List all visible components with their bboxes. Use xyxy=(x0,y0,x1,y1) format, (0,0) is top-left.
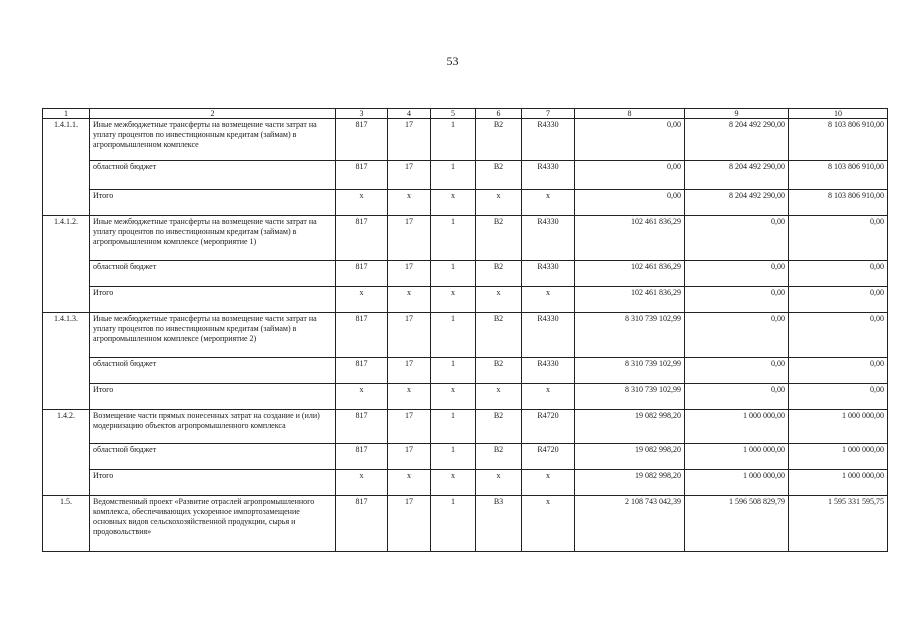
cell-amount: 8 103 806 910,00 xyxy=(789,119,888,161)
col-header: 2 xyxy=(90,109,336,119)
cell-amount: 1 000 000,00 xyxy=(789,470,888,496)
row-number: 1.4.2. xyxy=(43,410,90,444)
cell-code: R4720 xyxy=(522,410,575,444)
cell-amount: 1 595 331 595,75 xyxy=(789,496,888,552)
cell-code: x xyxy=(336,287,388,313)
cell-amount: 8 204 492 290,00 xyxy=(685,119,789,161)
row-number xyxy=(43,190,90,216)
col-header: 4 xyxy=(388,109,431,119)
cell-code: 17 xyxy=(388,313,431,358)
cell-code: В2 xyxy=(476,216,522,261)
table-row xyxy=(43,470,888,496)
row-number xyxy=(43,161,90,190)
cell-code: R4720 xyxy=(522,444,575,470)
cell-code: 1 xyxy=(431,444,476,470)
cell-code: x xyxy=(336,190,388,216)
cell-code: 817 xyxy=(336,358,388,384)
cell-code: x xyxy=(388,287,431,313)
row-number xyxy=(43,358,90,384)
cell-code: 17 xyxy=(388,261,431,287)
cell-amount: 0,00 xyxy=(685,216,789,261)
cell-code: R4330 xyxy=(522,313,575,358)
cell-code: x xyxy=(388,470,431,496)
cell-amount: 19 082 998,20 xyxy=(575,470,685,496)
table-row xyxy=(43,444,888,470)
cell-code: 1 xyxy=(431,410,476,444)
cell-code: 1 xyxy=(431,313,476,358)
row-name: Возмещение части прямых понесенных затрат на создание и (или) модернизацию объектов агропромышленного комплекса xyxy=(90,410,336,444)
cell-code: 817 xyxy=(336,161,388,190)
cell-code: R4330 xyxy=(522,216,575,261)
cell-amount: 19 082 998,20 xyxy=(575,444,685,470)
row-number xyxy=(43,287,90,313)
cell-amount: 0,00 xyxy=(685,261,789,287)
row-name: областной бюджет xyxy=(90,261,336,287)
cell-amount: 8 103 806 910,00 xyxy=(789,161,888,190)
row-number: 1.5. xyxy=(43,496,90,552)
cell-amount: 0,00 xyxy=(575,119,685,161)
cell-amount: 102 461 836,29 xyxy=(575,287,685,313)
cell-amount: 0,00 xyxy=(789,216,888,261)
table-row xyxy=(43,216,888,261)
cell-amount: 0,00 xyxy=(789,313,888,358)
cell-code: 1 xyxy=(431,261,476,287)
row-name: Итого xyxy=(90,470,336,496)
col-header: 3 xyxy=(336,109,388,119)
row-number xyxy=(43,384,90,410)
cell-code: 17 xyxy=(388,496,431,552)
cell-code: 817 xyxy=(336,119,388,161)
cell-code: x xyxy=(476,287,522,313)
cell-amount: 8 204 492 290,00 xyxy=(685,161,789,190)
cell-code: В2 xyxy=(476,261,522,287)
cell-code: R4330 xyxy=(522,161,575,190)
cell-amount: 102 461 836,29 xyxy=(575,216,685,261)
cell-amount: 1 596 508 829,79 xyxy=(685,496,789,552)
cell-code: x xyxy=(431,190,476,216)
row-number: 1.4.1.3. xyxy=(43,313,90,358)
cell-amount: 8 204 492 290,00 xyxy=(685,190,789,216)
row-name: областной бюджет xyxy=(90,358,336,384)
page-number: 53 xyxy=(446,54,459,68)
cell-code: 817 xyxy=(336,410,388,444)
cell-amount: 1 000 000,00 xyxy=(685,470,789,496)
cell-code: x xyxy=(336,384,388,410)
cell-amount: 2 108 743 042,39 xyxy=(575,496,685,552)
table-row xyxy=(43,313,888,358)
cell-code: 817 xyxy=(336,216,388,261)
cell-code: 1 xyxy=(431,496,476,552)
col-header: 9 xyxy=(685,109,789,119)
cell-code: x xyxy=(522,470,575,496)
row-name: областной бюджет xyxy=(90,444,336,470)
cell-amount: 0,00 xyxy=(789,287,888,313)
cell-code: В2 xyxy=(476,313,522,358)
table-row xyxy=(43,161,888,190)
cell-amount: 1 000 000,00 xyxy=(685,444,789,470)
row-name: Итого xyxy=(90,287,336,313)
cell-code: В2 xyxy=(476,410,522,444)
cell-code: 17 xyxy=(388,410,431,444)
row-number: 1.4.1.1. xyxy=(43,119,90,161)
cell-amount: 19 082 998,20 xyxy=(575,410,685,444)
cell-amount: 1 000 000,00 xyxy=(685,410,789,444)
table-row xyxy=(43,358,888,384)
cell-code: x xyxy=(522,384,575,410)
budget-table xyxy=(42,108,888,552)
cell-code: x xyxy=(431,287,476,313)
cell-code: x xyxy=(476,190,522,216)
cell-amount: 0,00 xyxy=(789,261,888,287)
table-row xyxy=(43,190,888,216)
cell-code: x xyxy=(431,470,476,496)
cell-code: R4330 xyxy=(522,358,575,384)
col-header: 5 xyxy=(431,109,476,119)
cell-code: 1 xyxy=(431,358,476,384)
cell-code: R4330 xyxy=(522,261,575,287)
row-number: 1.4.1.2. xyxy=(43,216,90,261)
cell-code: 817 xyxy=(336,313,388,358)
cell-code: R4330 xyxy=(522,119,575,161)
cell-amount: 0,00 xyxy=(685,313,789,358)
col-header: 7 xyxy=(522,109,575,119)
row-name: областной бюджет xyxy=(90,161,336,190)
col-header: 10 xyxy=(789,109,888,119)
cell-code: x xyxy=(476,470,522,496)
cell-amount: 0,00 xyxy=(685,287,789,313)
cell-amount: 0,00 xyxy=(789,358,888,384)
cell-code: x xyxy=(388,190,431,216)
cell-amount: 102 461 836,29 xyxy=(575,261,685,287)
cell-amount: 0,00 xyxy=(575,161,685,190)
table-row xyxy=(43,410,888,444)
cell-code: 817 xyxy=(336,261,388,287)
cell-code: x xyxy=(522,287,575,313)
cell-code: 17 xyxy=(388,161,431,190)
table-row xyxy=(43,119,888,161)
row-number xyxy=(43,444,90,470)
row-name: Иные межбюджетные трансферты на возмещение части затрат на уплату процентов по инвестиционным кредитам (займам) в агропромышленном комплексе xyxy=(90,119,336,161)
cell-amount: 1 000 000,00 xyxy=(789,410,888,444)
col-header: 1 xyxy=(43,109,90,119)
cell-amount: 8 103 806 910,00 xyxy=(789,190,888,216)
header-row xyxy=(43,109,888,119)
cell-code: В2 xyxy=(476,444,522,470)
row-name: Иные межбюджетные трансферты на возмещение части затрат на уплату процентов по инвестиционным кредитам (займам) в агропромышленном комплексе (мероприятие 2) xyxy=(90,313,336,358)
cell-code: 1 xyxy=(431,161,476,190)
cell-amount: 8 310 739 102,99 xyxy=(575,313,685,358)
cell-amount: 8 310 739 102,99 xyxy=(575,384,685,410)
cell-code: x xyxy=(476,384,522,410)
row-name: Итого xyxy=(90,190,336,216)
cell-code: В2 xyxy=(476,358,522,384)
cell-code: x xyxy=(388,384,431,410)
row-name: Итого xyxy=(90,384,336,410)
row-number xyxy=(43,261,90,287)
cell-code: 17 xyxy=(388,358,431,384)
cell-code: В3 xyxy=(476,496,522,552)
table-row xyxy=(43,496,888,552)
cell-code: 1 xyxy=(431,216,476,261)
cell-amount: 0,00 xyxy=(685,358,789,384)
cell-code: x xyxy=(336,470,388,496)
cell-amount: 0,00 xyxy=(685,384,789,410)
cell-code: 17 xyxy=(388,216,431,261)
cell-code: 817 xyxy=(336,496,388,552)
row-number xyxy=(43,470,90,496)
row-name: Ведомственный проект «Развитие отраслей агропромышленного комплекса, обеспечивающих ускоренное импортозамещение основных видов сельскохозяйственной продукции, сырья и продовольствия» xyxy=(90,496,336,552)
cell-code: x xyxy=(522,190,575,216)
cell-code: 17 xyxy=(388,444,431,470)
table-row xyxy=(43,287,888,313)
col-header: 6 xyxy=(476,109,522,119)
cell-amount: 1 000 000,00 xyxy=(789,444,888,470)
row-name: Иные межбюджетные трансферты на возмещение части затрат на уплату процентов по инвестиционным кредитам (займам) в агропромышленном комплексе (мероприятие 1) xyxy=(90,216,336,261)
table-row xyxy=(43,384,888,410)
cell-amount: 8 310 739 102,99 xyxy=(575,358,685,384)
cell-code: 1 xyxy=(431,119,476,161)
cell-code: 17 xyxy=(388,119,431,161)
cell-code: x xyxy=(522,496,575,552)
table-row xyxy=(43,261,888,287)
cell-code: 817 xyxy=(336,444,388,470)
cell-amount: 0,00 xyxy=(575,190,685,216)
cell-code: x xyxy=(431,384,476,410)
cell-code: В2 xyxy=(476,161,522,190)
cell-amount: 0,00 xyxy=(789,384,888,410)
col-header: 8 xyxy=(575,109,685,119)
cell-code: В2 xyxy=(476,119,522,161)
